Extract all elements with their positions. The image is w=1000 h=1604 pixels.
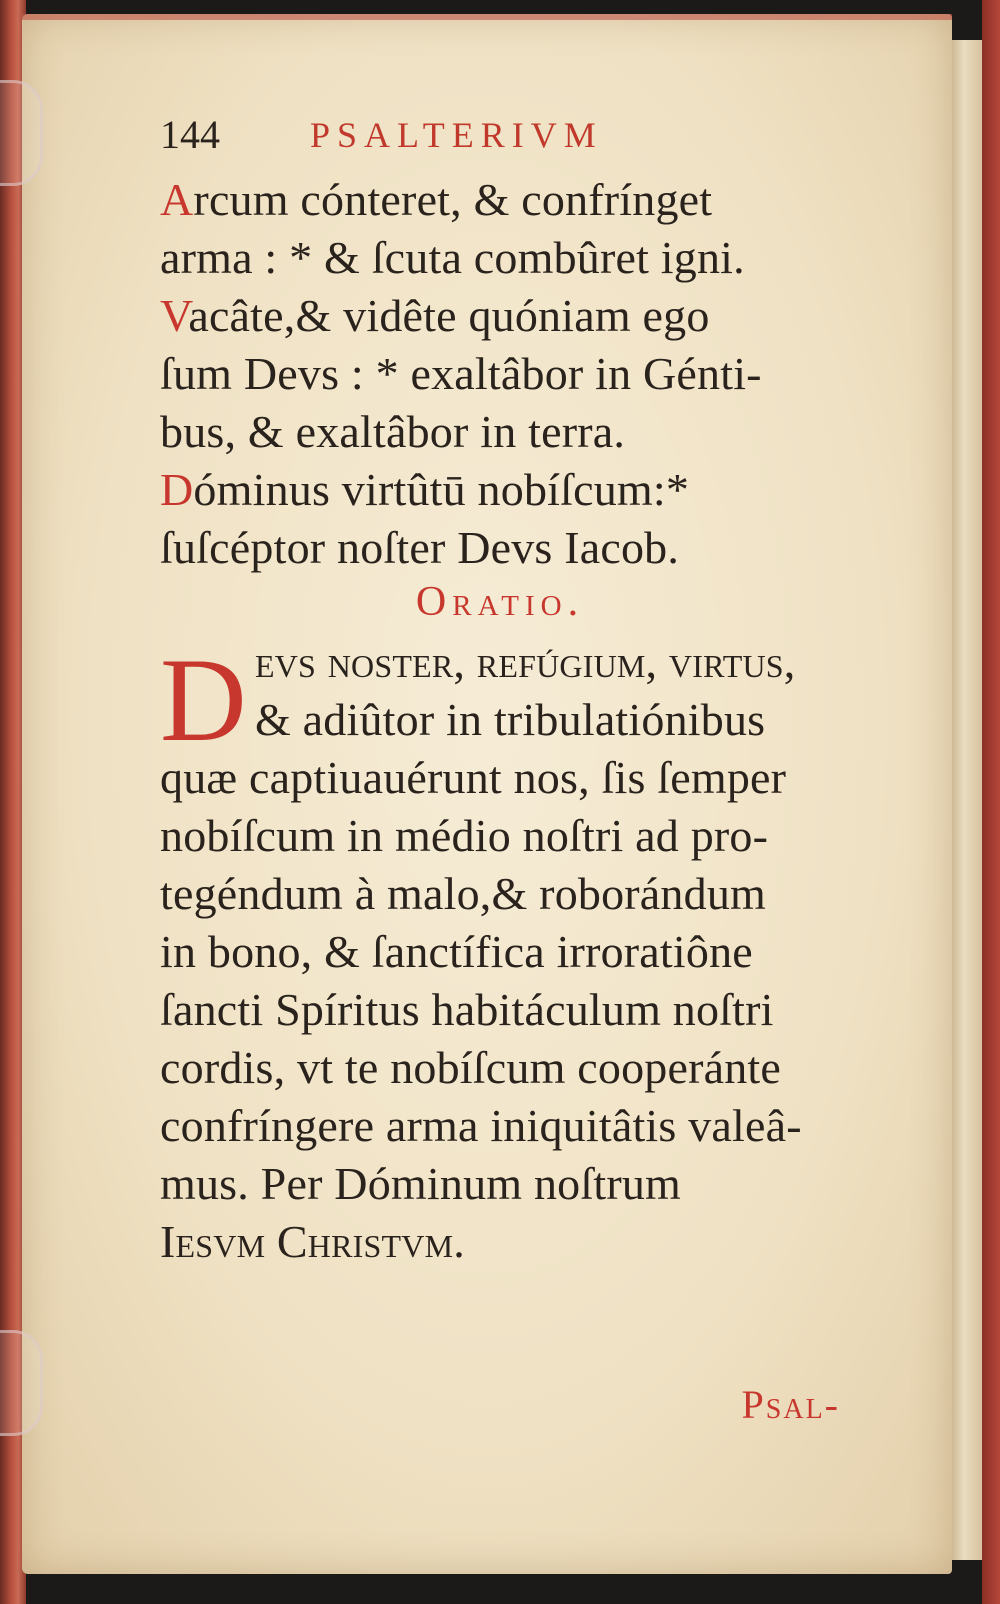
verse-text: arma : * & ſcuta combûret igni. bbox=[160, 232, 745, 283]
running-title: PSALTERIVM bbox=[310, 115, 603, 155]
page-red-edge bbox=[22, 14, 952, 20]
prayer-line: Iesvm Christvm. bbox=[160, 1216, 465, 1267]
page-header bbox=[160, 110, 840, 160]
verse-initial: A bbox=[160, 174, 194, 225]
verse-initial: D bbox=[160, 464, 194, 515]
catchword: Psal- bbox=[741, 1382, 840, 1427]
prayer-line: in bono, & ſanctífica irroratiône bbox=[160, 926, 753, 977]
prayer-line: nobíſcum in médio noſtri ad pro- bbox=[160, 810, 769, 861]
verse-text: óminus virtûtū nobíſcum:* bbox=[193, 464, 690, 515]
verse-line bbox=[160, 170, 840, 230]
verse-line bbox=[160, 344, 840, 404]
verse-line bbox=[160, 286, 840, 346]
prayer-line: cordis, vt te nobíſcum cooperánte bbox=[160, 1042, 782, 1093]
verse-text: ſum Devs : * exaltâbor in Génti- bbox=[160, 348, 762, 399]
oratio-heading: Oratio. bbox=[415, 579, 585, 625]
page-clip-bottom bbox=[0, 1330, 43, 1436]
prayer-line: quæ captiuauérunt nos, ſis ſemper bbox=[160, 752, 787, 803]
next-page-edge bbox=[952, 40, 982, 1560]
verse-initial: V bbox=[160, 290, 189, 341]
page-number: 144 bbox=[160, 112, 220, 157]
drop-cap-initial: D bbox=[160, 633, 247, 766]
verse-line bbox=[160, 518, 840, 578]
page-clip-top bbox=[0, 80, 43, 186]
verse-line bbox=[160, 228, 840, 288]
prayer-second-line: & adiûtor in tribulatiónibus bbox=[255, 694, 766, 745]
verse-text: rcum cónteret, & confrínget bbox=[193, 174, 713, 225]
verse-line bbox=[160, 402, 840, 462]
prayer-first-line: evs noſter, refúgium, virtus, bbox=[255, 636, 796, 687]
book-edge-right bbox=[982, 0, 1000, 1604]
prayer-line: mus. Per Dóminum noſtrum bbox=[160, 1158, 682, 1209]
verse-text: bus, & exaltâbor in terra. bbox=[160, 406, 626, 457]
prayer-line: confríngere arma iniquitâtis valeâ- bbox=[160, 1100, 802, 1151]
prayer-line: ſancti Spíritus habitáculum noſtri bbox=[160, 984, 774, 1035]
verse-line bbox=[160, 460, 840, 520]
verse-text: ſuſcéptor noſter Devs Iacob. bbox=[160, 522, 680, 573]
verse-text: acâte,& vidête quóniam ego bbox=[188, 290, 710, 341]
prayer-line: tegéndum à malo,& roborándum bbox=[160, 868, 767, 919]
